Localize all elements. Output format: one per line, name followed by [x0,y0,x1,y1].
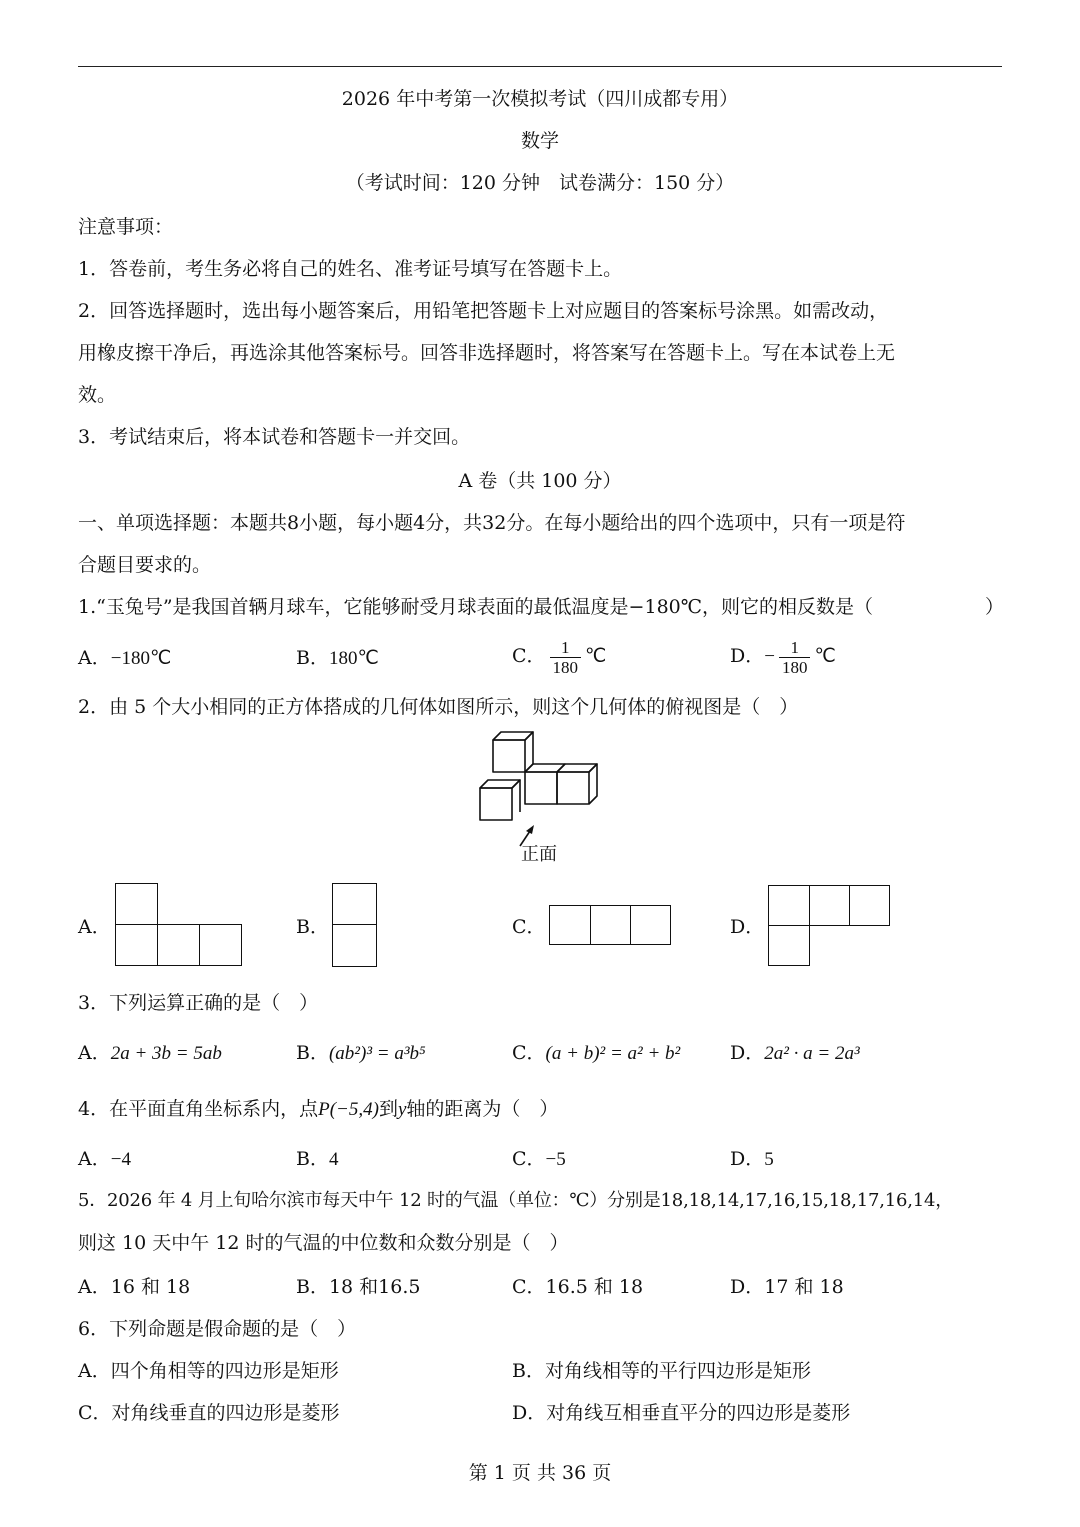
q4-stem [78,1096,558,1123]
q4-c-label: C． [512,1148,546,1170]
q4-b-text: 4 [328,1149,339,1170]
q5-option-d [730,1274,844,1300]
q4-c-text: −5 [545,1149,566,1170]
q4-point: P(−5,4) [318,1099,379,1120]
header-rule [78,66,1002,67]
q5-c-label: C． [512,1276,546,1298]
q2-a-label: A． [78,916,111,938]
q1-stem: 1.“玉兔号”是我国首辆月球车，它能够耐受月球表面的最低温度是−180℃，则它的相反数是（ [78,596,873,618]
q4-stem-pre: 4．在平面直角坐标系内，点 [78,1098,319,1120]
q6-option-b: B．对角线相等的平行四边形是矩形 [512,1360,811,1382]
q1-option-c [512,634,606,679]
q2-d-square [768,925,810,966]
q5-b-text: 18 和16.5 [328,1276,421,1298]
q3-d-label: D． [730,1042,765,1064]
exam-info: （考试时间：120 分钟 试卷满分：150 分） [345,172,735,194]
q1-c-fraction [550,638,582,677]
q2-c-square [590,905,631,945]
q4-option-b [296,1146,338,1173]
q1-option-a [78,645,171,672]
section-intro-line-2: 合题目要求的。 [78,554,212,576]
q1-d-sign: − [764,646,775,667]
q2-a-square [157,924,200,966]
q2-b-square [332,883,377,925]
q1-option-d [730,634,836,679]
q4-d-text: 5 [764,1149,774,1170]
q4-stem-mid: 到 [378,1098,398,1120]
q1-c-numerator: 1 [550,638,582,658]
q2-d-square [768,885,810,926]
q2-c-label: C． [512,916,546,938]
q2-a-square [199,924,242,966]
q5-b-label: B． [296,1276,329,1298]
q4-option-a [78,1146,131,1173]
q1-b-text: 180℃ [328,648,379,669]
section-title: A 卷（共 100 分） [458,470,622,492]
q1-c-label: C． [512,645,546,667]
q2-d-label: D． [730,916,765,938]
q2-b-square [332,924,377,967]
q1-d-numerator: 1 [779,638,811,658]
q6-option-d: D．对角线互相垂直平分的四边形是菱形 [512,1402,851,1424]
q1-d-unit: ℃ [814,646,836,667]
q3-c-label: C． [512,1042,546,1064]
q3-option-d [730,1040,860,1067]
q5-d-label: D． [730,1276,765,1298]
q1-a-text: −180℃ [110,648,172,669]
q3-c-expr: (a + b)² = a² + b² [545,1043,681,1064]
q1-d-fraction [779,638,811,677]
notice-item-1: 1．答卷前，考生务必将自己的姓名、准考证号填写在答题卡上。 [78,258,623,280]
q1-a-label: A． [78,647,111,669]
q4-b-label: B． [296,1148,329,1170]
q6-stem: 6．下列命题是假命题的是（ ） [78,1318,357,1340]
notice-heading: 注意事项： [78,216,174,238]
notice-item-2-line-1: 2．回答选择题时，选出每小题答案后，用铅笔把答题卡上对应题目的答案标号涂黑。如需改动， [78,300,889,322]
notice-item-2-line-2: 用橡皮擦干净后，再选涂其他答案标号。回答非选择题时，将答案写在答题卡上。写在本试卷上无 [78,342,896,364]
q1-option-b [296,645,379,672]
q5-stem-line-1: 5．2026 年 4 月上旬哈尔滨市每天中午 12 时的气温（单位：℃）分别是18,18,14,17,16,15,18,17,16,14， [78,1190,954,1211]
q4-a-text: −4 [110,1149,131,1170]
q2-a-square [115,883,158,925]
q3-d-expr: 2a² · a = 2a³ [764,1043,860,1064]
q5-c-text: 16.5 和 18 [545,1276,644,1298]
q5-option-b [296,1274,421,1300]
q1-c-unit: ℃ [585,646,607,667]
q4-axis: y [397,1099,407,1120]
q1-close-paren: ） [985,596,1005,618]
q4-option-d [730,1146,774,1173]
q6-option-a: A．四个角相等的四边形是矩形 [78,1360,339,1382]
q3-a-label: A． [78,1042,111,1064]
q1-d-label: D． [730,645,765,667]
q4-d-label: D． [730,1148,765,1170]
q2-c-square [549,905,591,945]
q1-b-label: B． [296,647,329,669]
q5-a-label: A． [78,1276,111,1298]
exam-title: 2026 年中考第一次模拟考试（四川成都专用） [341,88,739,110]
q5-stem-line-2: 则这 10 天中午 12 时的气温的中位数和众数分别是（ ） [78,1232,569,1254]
q2-d-square [849,885,890,926]
notice-item-2-line-3: 效。 [78,384,117,406]
q5-a-text: 16 和 18 [110,1276,191,1298]
q4-stem-post: 轴的距离为（ ） [406,1098,559,1120]
q5-option-a [78,1274,190,1300]
subject-title: 数学 [520,130,559,152]
q3-option-a [78,1040,222,1067]
q4-option-c [512,1146,566,1173]
section-intro-line-1: 一、单项选择题：本题共8小题，每小题4分，共32分。在每小题给出的四个选项中，只有一项是符 [78,512,906,534]
q3-option-c [512,1040,680,1067]
q2-b-label: B． [296,916,329,938]
notice-item-3: 3．考试结束后，将本试卷和答题卡一并交回。 [78,426,471,448]
q5-d-text: 17 和 18 [764,1276,844,1298]
q6-option-c: C．对角线垂直的四边形是菱形 [78,1402,340,1424]
q3-option-b [296,1040,426,1067]
q5-option-c [512,1274,643,1300]
q2-a-square [115,924,158,966]
q4-a-label: A． [78,1148,111,1170]
page-number: 第 1 页 共 36 页 [468,1462,612,1484]
q1-c-denominator: 180 [552,657,579,677]
q1-d-denominator: 180 [781,657,808,677]
front-arrow-icon [526,825,534,834]
q3-b-expr: (ab²)³ = a³b⁵ [328,1043,426,1064]
q2-c-square [630,905,671,945]
q3-a-expr: 2a + 3b = 5ab [110,1043,222,1064]
q2-stem: 2．由 5 个大小相同的正方体搭成的几何体如图所示，则这个几何体的俯视图是（ ） [78,696,799,718]
q2-d-square [809,885,850,926]
q2-front-label: 正面 [521,844,557,865]
q3-b-label: B． [296,1042,329,1064]
q3-stem: 3．下列运算正确的是（ ） [78,992,319,1014]
